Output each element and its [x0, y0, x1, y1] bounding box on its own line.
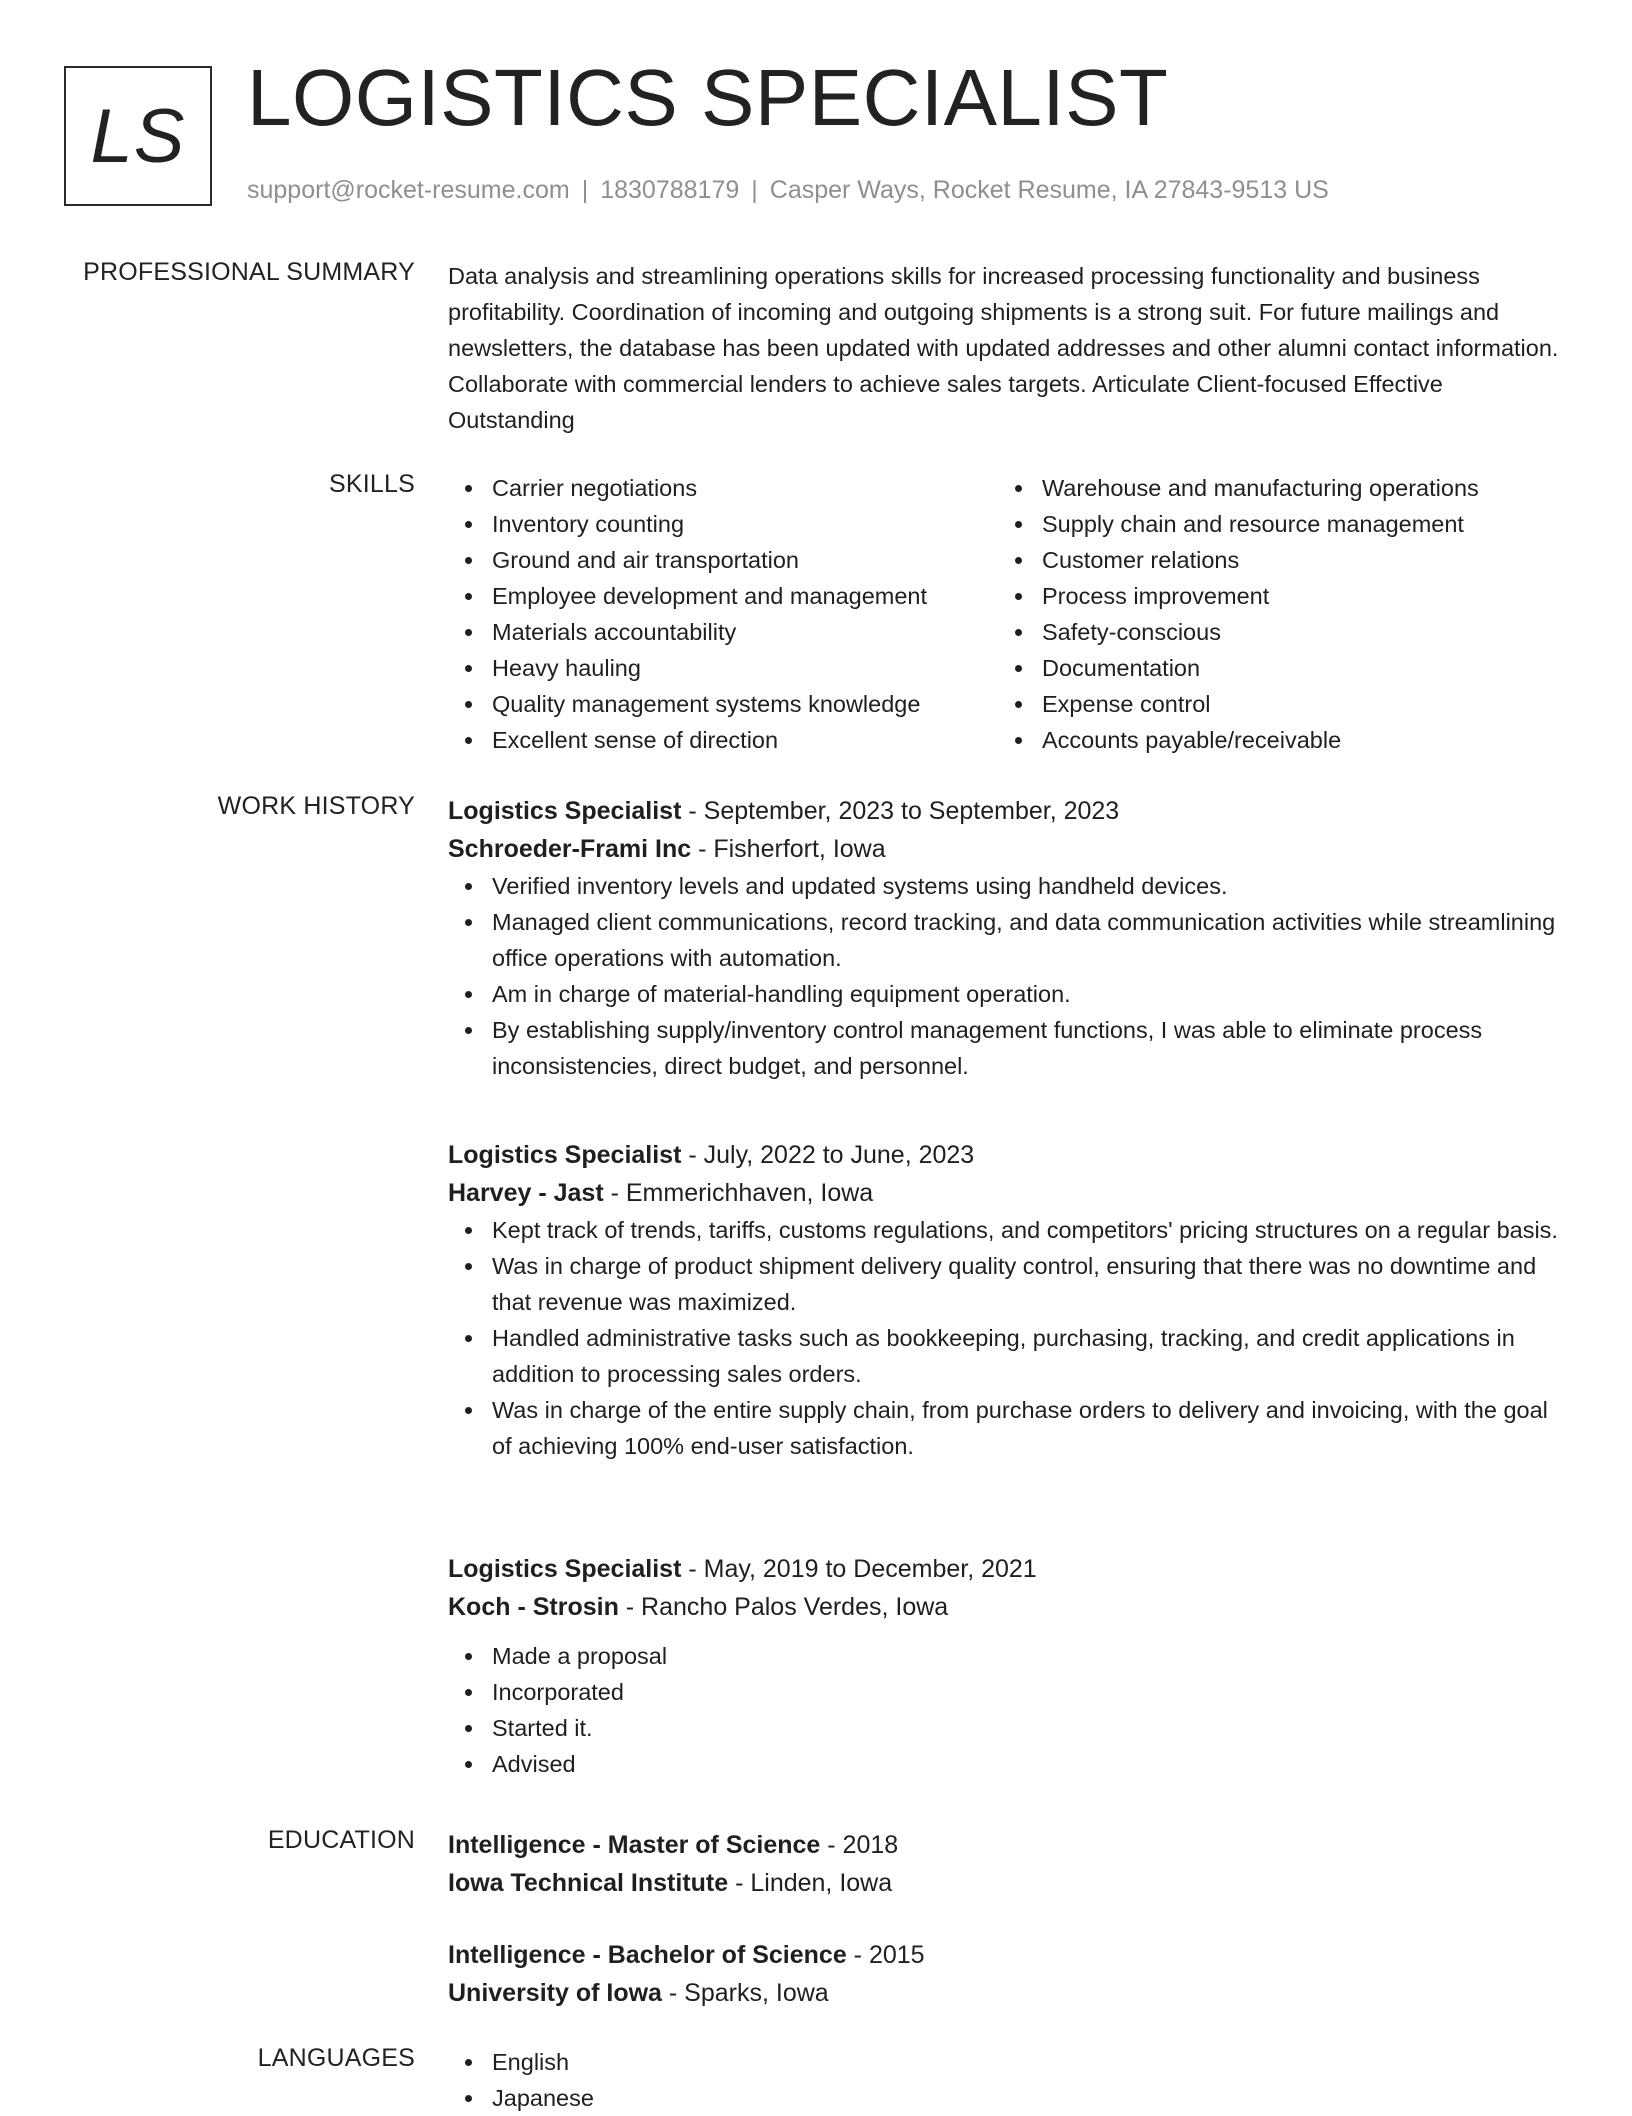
contact-line	[247, 176, 1329, 205]
languages-body	[448, 2044, 1568, 2116]
education-degree-line	[448, 1936, 1568, 1974]
education-school-line	[448, 1864, 1568, 1902]
job-company: Schroeder-Frami Inc	[448, 835, 692, 863]
education-location: - Sparks, Iowa	[661, 1979, 829, 2007]
job-bullet: Was in charge of product shipment delivery quality control, ensuring that there was no downtime and that revenue was maximized.	[448, 1248, 1568, 1320]
job-title-line	[448, 792, 1568, 830]
job-bullets	[448, 868, 1568, 1084]
education-year: - 2018	[820, 1831, 899, 1859]
education-entry	[448, 1826, 1568, 1902]
education-location: - Linden, Iowa	[728, 1869, 893, 1897]
skill-item: Accounts payable/receivable	[998, 722, 1548, 758]
education-degree: Intelligence - Bachelor of Science	[448, 1941, 847, 1969]
education-year: - 2015	[846, 1941, 925, 1969]
section-label-languages: LANGUAGES	[257, 2044, 415, 2072]
skill-item: Excellent sense of direction	[448, 722, 998, 758]
resume-name: LOGISTICS SPECIALIST	[247, 53, 1169, 142]
job-title: Logistics Specialist	[448, 797, 682, 825]
job-location: - Rancho Palos Verdes, Iowa	[618, 1593, 949, 1621]
skill-item: Supply chain and resource management	[998, 506, 1548, 542]
job-bullet: Advised	[448, 1746, 1568, 1782]
job-dates: - May, 2019 to December, 2021	[681, 1555, 1037, 1583]
skills-list-left	[448, 470, 998, 758]
languages-list	[448, 2044, 1568, 2116]
contact-phone[interactable]: 1830788179	[600, 176, 740, 204]
skill-item: Carrier negotiations	[448, 470, 998, 506]
education-degree: Intelligence - Master of Science	[448, 1831, 821, 1859]
job-location: - Emmerichhaven, Iowa	[603, 1179, 874, 1207]
job-bullet: Managed client communications, record tracking, and data communication activities while streamlining office operations with automation.	[448, 904, 1568, 976]
job-entry	[448, 1136, 1568, 1464]
skill-item: Ground and air transportation	[448, 542, 998, 578]
education-entry	[448, 1936, 1568, 2012]
education-school: Iowa Technical Institute	[448, 1869, 729, 1897]
job-bullet: By establishing supply/inventory control management functions, I was able to eliminate process inconsistencies, direct budget, and personnel.	[448, 1012, 1568, 1084]
job-bullet: Handled administrative tasks such as bookkeeping, purchasing, tracking, and credit applications in addition to processing sales orders.	[448, 1320, 1568, 1392]
contact-address: Casper Ways, Rocket Resume, IA 27843-9513 US	[769, 176, 1329, 204]
skill-item: Inventory counting	[448, 506, 998, 542]
job-dates: - September, 2023 to September, 2023	[681, 797, 1120, 825]
job-company: Koch - Strosin	[448, 1593, 619, 1621]
skill-item: Warehouse and manufacturing operations	[998, 470, 1548, 506]
skill-item: Materials accountability	[448, 614, 998, 650]
job-bullets	[448, 1212, 1568, 1464]
job-title-line	[448, 1136, 1568, 1174]
job-bullet: Made a proposal	[448, 1638, 1568, 1674]
summary-body	[448, 258, 1568, 438]
skill-item: Heavy hauling	[448, 650, 998, 686]
summary-text: Data analysis and streamlining operations skills for increased processing functionality and business profitability. Coordination of incoming and outgoing shipments is a strong suit. For future mailings and newsletters, the database has been updated with updated addresses and other alumni contact information. Collaborate with commercial lenders to achieve sales targets. Articulate Client-focused Effective Outstanding	[448, 263, 1559, 433]
skill-item: Employee development and management	[448, 578, 998, 614]
job-bullet: Verified inventory levels and updated systems using handheld devices.	[448, 868, 1568, 904]
section-label-summary: PROFESSIONAL SUMMARY	[83, 258, 415, 286]
section-label-skills: SKILLS	[329, 470, 415, 498]
job-title: Logistics Specialist	[448, 1555, 682, 1583]
job-bullet: Incorporated	[448, 1674, 1568, 1710]
job-bullets	[448, 1638, 1568, 1782]
job-entry	[448, 1550, 1568, 1782]
skill-item: Expense control	[998, 686, 1548, 722]
section-label-education: EDUCATION	[267, 1826, 415, 1854]
job-title: Logistics Specialist	[448, 1141, 682, 1169]
skill-item: Safety-conscious	[998, 614, 1548, 650]
job-company-line	[448, 1174, 1568, 1212]
education-degree-line	[448, 1826, 1568, 1864]
language-item: Japanese	[448, 2080, 1568, 2116]
section-label-work: WORK HISTORY	[217, 792, 415, 820]
contact-separator: |	[581, 176, 589, 204]
contact-separator: |	[751, 176, 758, 204]
job-company-line	[448, 1588, 1568, 1626]
job-company: Harvey - Jast	[448, 1179, 604, 1207]
skills-body	[448, 470, 1568, 758]
job-entry	[448, 792, 1568, 1084]
job-dates: - July, 2022 to June, 2023	[681, 1141, 975, 1169]
skill-item: Documentation	[998, 650, 1548, 686]
job-bullet: Kept track of trends, tariffs, customs regulations, and competitors' pricing structures on a regular basis.	[448, 1212, 1568, 1248]
skills-list-right	[998, 470, 1548, 758]
education-school-line	[448, 1974, 1568, 2012]
skill-item: Quality management systems knowledge	[448, 686, 998, 722]
skill-item: Process improvement	[998, 578, 1548, 614]
job-location: - Fisherfort, Iowa	[691, 835, 886, 863]
job-bullet: Started it.	[448, 1710, 1568, 1746]
monogram: LS	[64, 66, 212, 206]
job-title-line	[448, 1550, 1568, 1588]
education-school: University of Iowa	[448, 1979, 662, 2007]
job-company-line	[448, 830, 1568, 868]
skill-item: Customer relations	[998, 542, 1548, 578]
job-bullet: Was in charge of the entire supply chain, from purchase orders to delivery and invoicing, with the goal of achieving 100% end-user satisfaction.	[448, 1392, 1568, 1464]
language-item: English	[448, 2044, 1568, 2080]
job-bullet: Am in charge of material-handling equipment operation.	[448, 976, 1568, 1012]
contact-email[interactable]: support@rocket-resume.com	[247, 176, 570, 204]
